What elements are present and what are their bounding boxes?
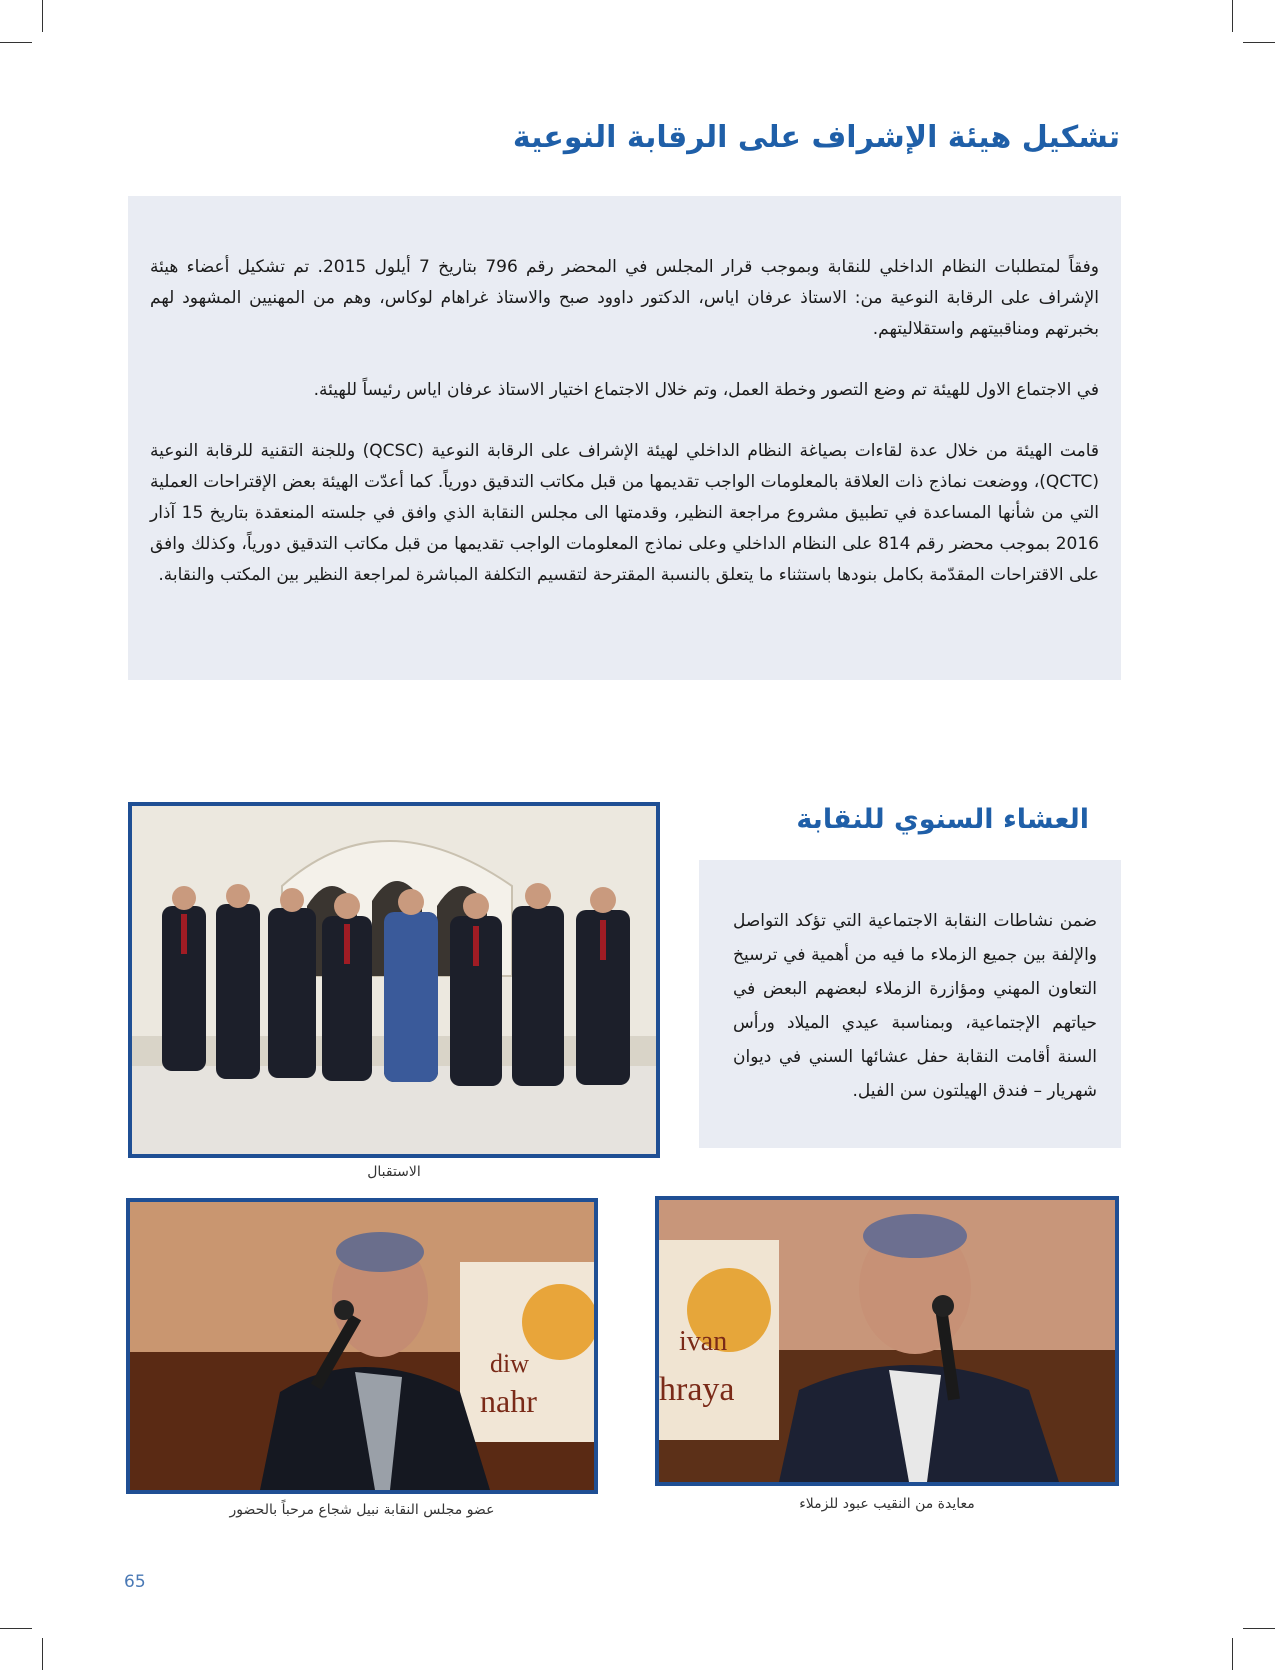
svg-text:nahr: nahr bbox=[480, 1383, 537, 1419]
dinner-text-panel bbox=[699, 860, 1121, 1148]
paragraph: في الاجتماع الاول للهيئة تم وضع التصور وخطة العمل، وتم خلال الاجتماع اختيار الاستاذ عرفان اياس رئيساً للهيئة. bbox=[313, 380, 1099, 400]
section-title: العشاء السنوي للنقابة bbox=[796, 804, 1089, 835]
crop-mark bbox=[1243, 42, 1275, 43]
quality-board-panel bbox=[128, 196, 1121, 680]
photo-caption: الاستقبال bbox=[367, 1164, 421, 1180]
paragraph: قامت الهيئة من خلال عدة لقاءات بصياغة النظام الداخلي لهيئة الإشراف على الرقابة النوعية (QCSC) وللجنة التقنية للرقابة النوعية (QCTC)، ووضعت نماذج ذات العلاقة بالمعلومات الواجب تقديمها من قبل مكاتب التدقيق دورياً. كما أعدّت الهيئة بعض الإقتراحات العملية التي من شأنها المساعدة في تطبيق مشروع مراجعة النظير، وقدمتها الى مجلس النقابة الذي وافق في جلسته المنعقدة بتاريخ 15 آذار 2016 بموجب محضر رقم 814 على النظام الداخلي وعلى نماذج المعلومات الواجب تقديمها من قبل مكاتب التدقيق دورياً، وكذلك وافق على الاقتراحات المقدّمة بكامل بنودها باستثناء ما يتعلق بالنسبة المقترحة لتقسيم التكلفة المباشرة لمراجعة النظير بين المكتب والنقابة. bbox=[150, 441, 1100, 585]
crop-mark bbox=[1243, 1628, 1275, 1629]
crop-mark bbox=[42, 0, 43, 32]
crop-mark bbox=[1232, 0, 1233, 32]
svg-text:ivan: ivan bbox=[679, 1326, 728, 1357]
paragraph: وفقاً لمتطلبات النظام الداخلي للنقابة وبموجب قرار المجلس في المحضر رقم 796 بتاريخ 7 أيلول 2015. تم تشكيل أعضاء هيئة الإشراف على الرقابة النوعية من: الاستاذ عرفان اياس، الدكتور داوود صبح والاستاذ غراهام لوكاس، وهم من المهنيين المشهود لهم بخبرتهم ومناقبيتهم واستقلاليتهم. bbox=[150, 257, 1099, 339]
photo-caption: معايدة من النقيب عبود للزملاء bbox=[799, 1496, 975, 1512]
page-number: 65 bbox=[124, 1572, 146, 1592]
section-title: تشكيل هيئة الإشراف على الرقابة النوعية bbox=[512, 120, 1120, 155]
crop-mark bbox=[0, 1628, 32, 1629]
reception-photo bbox=[128, 802, 660, 1158]
president-speaking-photo bbox=[655, 1196, 1119, 1486]
crop-mark bbox=[42, 1638, 43, 1670]
svg-text:hraya: hraya bbox=[659, 1371, 735, 1408]
paragraph: ضمن نشاطات النقابة الاجتماعية التي تؤكد التواصل والإلفة بين جميع الزملاء ما فيه من أهمية في ترسيخ التعاون المهني ومؤازرة الزملاء لبعضهم البعض في حياتهم الإجتماعية، وبمناسبة عيدي الميلاد ورأس السنة أقامت النقابة حفل عشائها السني في ديوان شهريار – فندق الهيلتون سن الفيل. bbox=[733, 911, 1097, 1101]
photo-caption: عضو مجلس النقابة نبيل شجاع مرحباً بالحضور bbox=[229, 1502, 495, 1518]
member-speaking-photo bbox=[126, 1198, 598, 1494]
crop-mark bbox=[1232, 1638, 1233, 1670]
svg-text:diw: diw bbox=[490, 1349, 529, 1378]
crop-mark bbox=[0, 42, 32, 43]
